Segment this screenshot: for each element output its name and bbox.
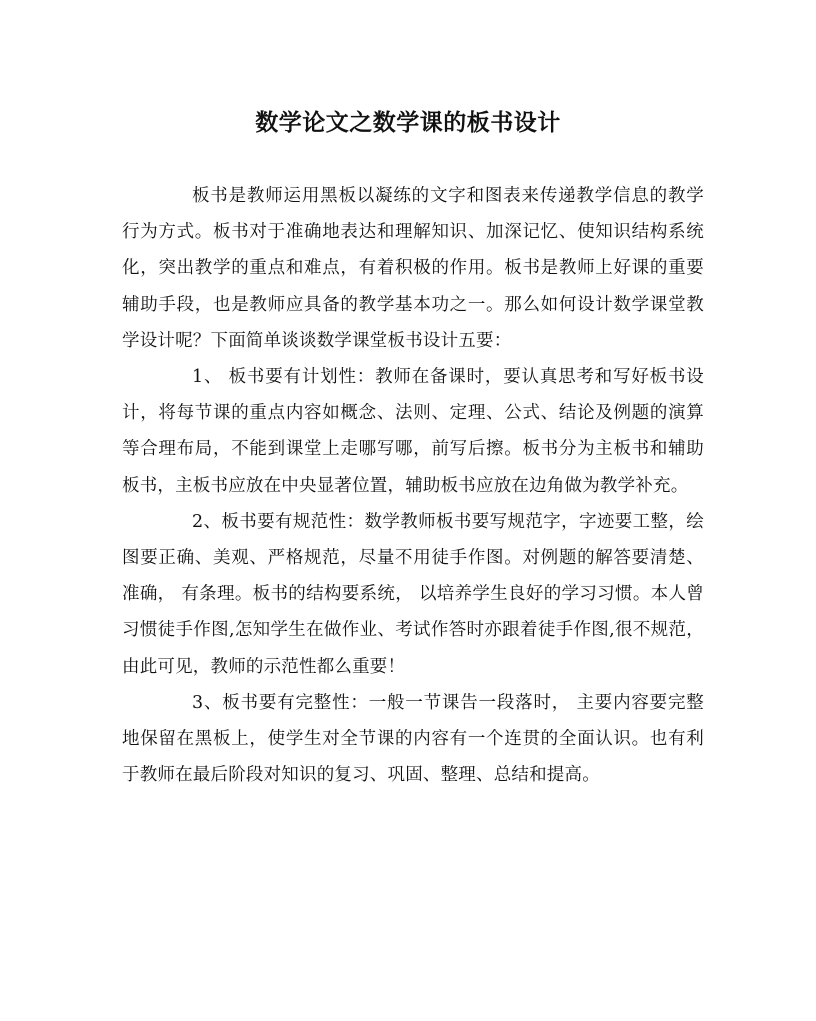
paragraph-intro: 板书是教师运用黑板以凝练的文字和图表来传递教学信息的教学行为方式。板书对于准确地表达和理解知识、加深记忆、使知识结构系统化，突出教学的重点和难点，有着积极的作用。板书是教师上好课的重要辅助手段，也是教师应具备的教学基本功之一。那么如何设计数学课堂教学设计呢？下面简单谈谈数学课堂板书设计五要： <box>122 186 704 351</box>
paragraph-point-2: 2、板书要有规范性：数学教师板书要写规范字，字迹要工整，绘图要正确、美观、严格规范，尽量不用徒手作图。对例题的解答要清楚、准确， 有条理。板书的结构要系统， 以培养学生良好的学习习惯。本人曾习惯徒手作图,怎知学生在做作业、考试作答时亦跟着徒手作图,很不规范，由此可见，教师的示范性都么重要！ <box>122 511 704 677</box>
paragraph-point-3: 3、板书要有完整性：一般一节课告一段落时， 主要内容要完整地保留在黑板上，使学生对全节课的内容有一个连贯的全面认识。也有利于教师在最后阶段对知识的复习、巩固、整理、总结和提高。 <box>122 692 704 786</box>
paragraph-point-1: 1、 板书要有计划性：教师在备课时，要认真思考和写好板书设计，将每节课的重点内容如概念、法则、定理、公式、结论及例题的演算等合理布局，不能到课堂上走哪写哪，前写后擦。板书分为主板书和辅助板书，主板书应放在中央显著位置，辅助板书应放在边角做为教学补充。 <box>122 367 704 496</box>
document-title: 数学论文之数学课的板书设计 <box>255 109 561 136</box>
document-body <box>122 178 704 793</box>
